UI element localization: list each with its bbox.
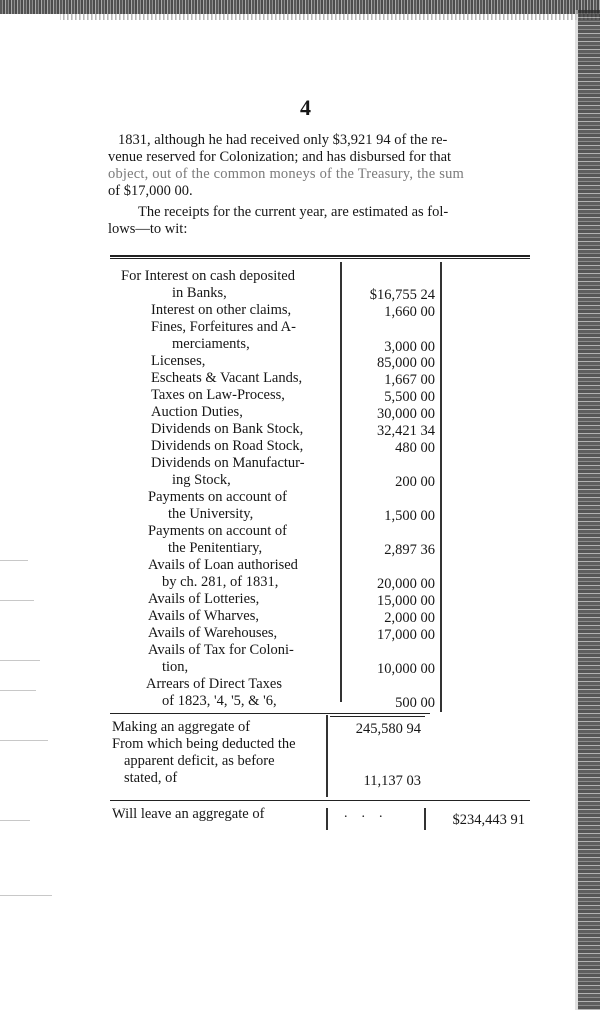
receipt-amount: 1,660 00 [384,304,435,320]
receipt-label: Auction Duties, [151,404,243,420]
table-top-rule-thin [110,258,530,259]
receipt-amount: 85,000 00 [377,355,435,371]
receipt-amount: 5,500 00 [384,389,435,405]
aggregate-label: Making an aggregate of [112,719,251,735]
bleed-mark [0,895,52,896]
receipt-label: Dividends on Manufactur- [151,455,305,471]
bleed-mark [0,600,34,601]
scan-edge-top [0,0,600,14]
intro-line: 1831, although he had received only $3,921 94 of the re- [118,132,448,148]
receipt-amount: 480 00 [395,440,435,456]
receipt-label: by ch. 281, of 1831, [162,574,279,590]
intro-line: The receipts for the current year, are estimated as fol- [138,204,449,220]
bleed-mark [0,740,48,741]
intro-line: venue reserved for Colonization; and has disbursed for that [108,149,452,165]
receipt-label: the Penitentiary, [168,540,263,556]
receipt-amount: 10,000 00 [377,661,435,677]
scan-edge-right-margin [575,10,578,1010]
receipt-label: the University, [168,506,254,522]
receipt-label: Avails of Loan authorised [148,557,298,573]
aggregate-rule [110,713,430,714]
intro-line: of $17,000 00. [108,183,193,199]
final-label: Will leave an aggregate of [112,806,265,822]
bleed-mark [0,820,30,821]
column-rule-final [326,808,328,830]
receipt-amount: 500 00 [395,695,435,711]
receipt-label: Payments on account of [148,489,287,505]
receipt-amount: 2,000 00 [384,610,435,626]
leader-dots: ... [344,806,397,821]
receipt-label: Licenses, [151,353,206,369]
deduction-label: From which being deducted the [112,736,296,752]
receipt-label: Fines, Forfeitures and A- [151,319,296,335]
receipt-amount: 15,000 00 [377,593,435,609]
column-rule-totals [440,262,442,712]
receipt-amount: 200 00 [395,474,435,490]
receipt-label: For Interest on cash deposited [121,268,295,284]
bleed-mark [0,690,36,691]
receipt-amount: 17,000 00 [377,627,435,643]
receipt-label: merciaments, [172,336,250,352]
final-rule [110,800,530,801]
receipt-label: Avails of Warehouses, [148,625,278,641]
column-rule-final-right [424,808,426,830]
receipt-label: Dividends on Bank Stock, [151,421,304,437]
aggregate-amount: 245,580 94 [355,721,421,737]
receipt-label: Payments on account of [148,523,287,539]
aggregate-rule-short [330,716,425,717]
receipt-label: Dividends on Road Stock, [151,438,304,454]
deduction-label: apparent deficit, as before [124,753,275,769]
receipt-label: Avails of Lotteries, [148,591,260,607]
receipt-amount: $16,755 24 [369,287,435,303]
deduction-amount: 11,137 03 [363,773,421,789]
bleed-mark [0,560,28,561]
bleed-mark [0,660,40,661]
receipt-label: Avails of Tax for Coloni- [148,642,294,658]
receipt-label: Taxes on Law-Process, [151,387,285,403]
receipt-amount: 20,000 00 [377,576,435,592]
final-amount: $234,443 91 [452,812,525,828]
receipt-amount: 1,500 00 [384,508,435,524]
receipt-label: of 1823, '4, '5, & '6, [162,693,277,709]
receipt-label: Arrears of Direct Taxes [146,676,283,692]
receipt-label: Interest on other claims, [151,302,292,318]
page-number: 4 [300,95,311,120]
receipt-amount: 32,421 34 [377,423,435,439]
receipt-amount: 1,667 00 [384,372,435,388]
scan-edge-right [578,10,600,1010]
receipt-amount: 3,000 00 [384,339,435,355]
receipt-label: Escheats & Vacant Lands, [151,370,303,386]
receipt-label: in Banks, [172,285,227,301]
receipt-label: Avails of Wharves, [148,608,260,624]
scan-edge-top-texture [60,14,600,20]
table-top-rule [110,255,530,257]
deduction-label: stated, of [124,770,178,786]
receipt-amount: 2,897 36 [384,542,435,558]
receipt-label: tion, [162,659,189,675]
receipt-amount: 30,000 00 [377,406,435,422]
intro-line: lows—to wit: [108,221,188,237]
intro-line: object, out of the common moneys of the Treasury, the sum [108,166,464,182]
receipt-label: ing Stock, [172,472,231,488]
